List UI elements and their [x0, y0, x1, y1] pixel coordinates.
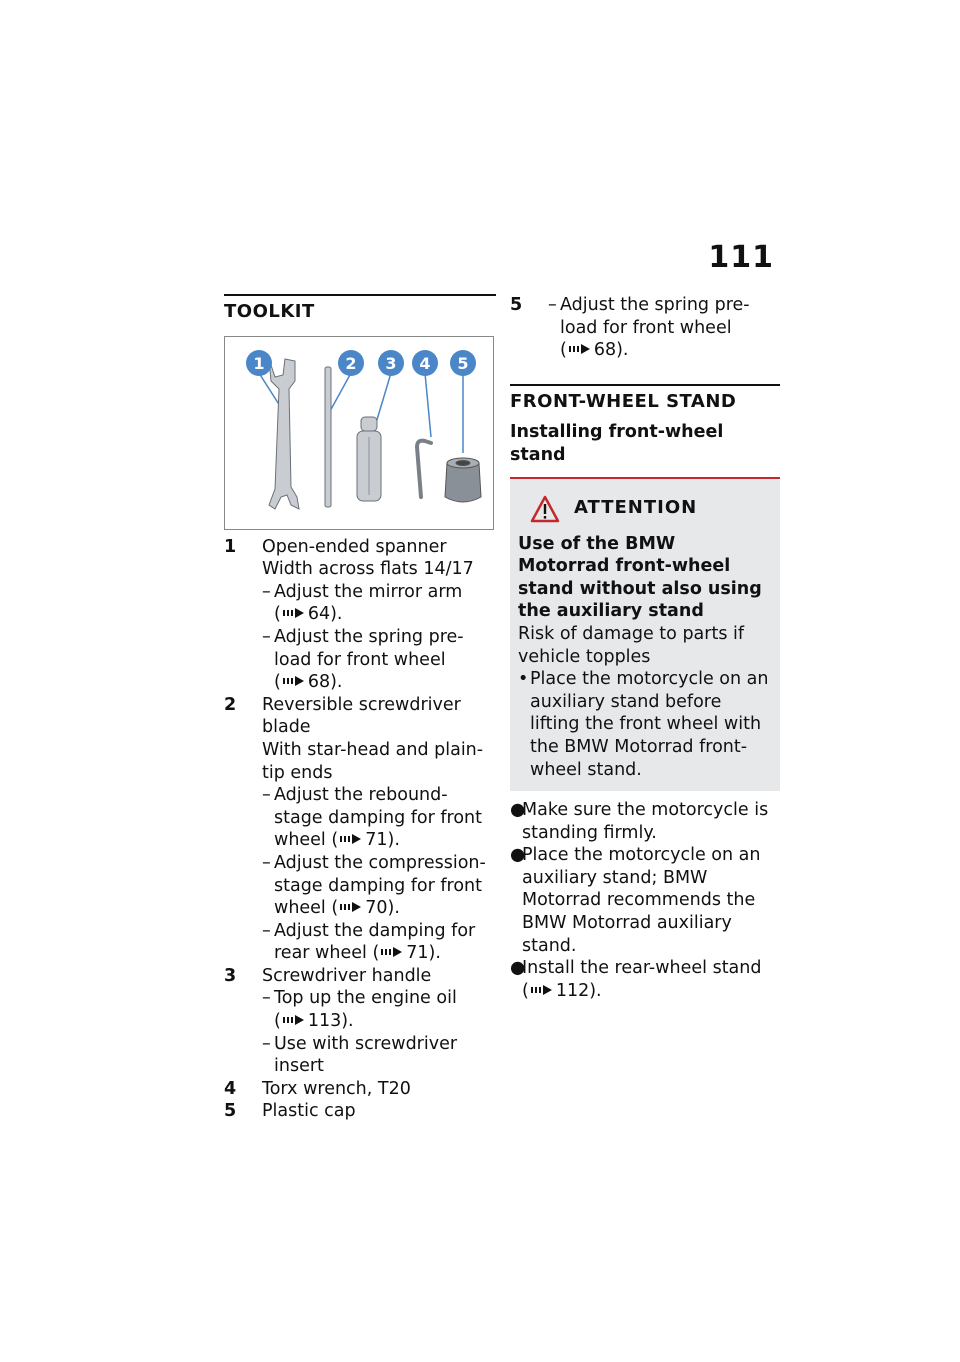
sub-step-text: Adjust the spring pre-load for front wheel [560, 295, 750, 338]
page-reference[interactable]: ( 112). [522, 980, 602, 1001]
item-line: Open-ended spanner [262, 536, 447, 557]
item-number: 5 [510, 295, 523, 315]
callout-2 [338, 350, 364, 376]
reference-arrow-icon [381, 946, 403, 958]
page-reference[interactable]: ( 71). [331, 830, 400, 851]
attention-heading: Use of the BMW Motorrad front-wheel stand without also using the auxiliary stand [518, 533, 762, 622]
page-reference[interactable]: ( 68). [560, 340, 629, 361]
attention-text: Risk of damage to parts if vehicle topples [518, 623, 745, 667]
svg-text:3: 3 [385, 353, 397, 373]
page-reference[interactable]: ( 68). [274, 672, 343, 693]
bullet-dot: ● [510, 958, 526, 979]
instruction-bullet [510, 844, 780, 957]
right-column [510, 294, 780, 1002]
attention-box [510, 477, 780, 792]
svg-text:5: 5 [457, 353, 469, 373]
toolkit-item-5-continued [510, 294, 780, 362]
item-line: With star-head and plain-tip ends [262, 739, 484, 783]
sub-step-text: Use with screwdriver insert [274, 1033, 458, 1077]
sub-step [262, 581, 496, 626]
dash: – [262, 1033, 271, 1054]
callout-5 [450, 350, 476, 376]
svg-text:1: 1 [253, 353, 265, 373]
callout-3 [378, 350, 404, 376]
screwdriver-handle-icon [357, 417, 381, 501]
instruction-bullet [510, 799, 780, 844]
svg-text:2: 2 [345, 353, 357, 373]
item-number: 2 [224, 694, 237, 715]
screwdriver-blade-icon [325, 367, 331, 507]
item-number: 4 [224, 1078, 237, 1099]
page-reference[interactable]: ( 113). [274, 1011, 354, 1032]
reference-arrow-icon [283, 675, 305, 687]
reference-arrow-icon [340, 833, 362, 845]
sub-step-text: Adjust the compression-stage damping for front wheel [274, 852, 486, 919]
reference-arrow-icon [283, 1014, 305, 1026]
reference-arrow-icon [531, 984, 553, 996]
dash: – [548, 295, 557, 315]
attention-bullet [518, 668, 772, 781]
page-reference[interactable]: ( 71). [372, 943, 441, 964]
sub-step-text: Adjust the damping for rear wheel [274, 920, 476, 964]
attention-bullet-text: Place the motorcycle on an auxiliary stand before lifting the front wheel with the BMW Motorrad front-wheel stand. [530, 669, 769, 780]
sub-step-text: Adjust the rebound-stage damping for front wheel [274, 785, 483, 851]
toolkit-item-1 [224, 536, 496, 694]
toolkit-illustration [225, 337, 493, 529]
callout-4 [412, 350, 438, 376]
toolkit-item-3 [224, 965, 496, 1078]
instruction-text: Place the motorcycle on an auxiliary stand; BMW Motorrad recommends the BMW Motorrad auxiliary stand. [522, 845, 761, 956]
dash: – [262, 581, 271, 602]
item-line: Torx wrench, T20 [262, 1078, 411, 1099]
sub-step [262, 920, 496, 965]
dash: – [262, 626, 271, 647]
reference-arrow-icon [569, 343, 591, 355]
sub-step [262, 987, 496, 1032]
section-title-toolkit: TOOLKIT [224, 294, 496, 324]
sub-step-text: Adjust the mirror arm [274, 581, 463, 602]
instruction-text: Install the rear-wheel stand [522, 958, 762, 979]
subheading-installing-front-wheel-stand: Installing front-wheel stand [510, 422, 724, 465]
section-title-front-wheel-stand: FRONT-WHEEL STAND [510, 384, 780, 414]
plastic-cap-icon [445, 458, 481, 502]
item-line: Reversible screwdriver blade [262, 694, 461, 738]
item-number: 5 [224, 1101, 237, 1122]
sub-step-text: Top up the engine oil [274, 988, 457, 1009]
instruction-bullet [510, 957, 780, 1002]
instruction-text: Make sure the motorcycle is standing firmly. [522, 800, 769, 843]
sub-step [262, 784, 496, 852]
spanner-icon [269, 359, 299, 509]
callout-1 [246, 350, 272, 376]
dash: – [262, 785, 271, 806]
toolkit-item-2 [224, 694, 496, 965]
item-number: 1 [224, 536, 237, 557]
sub-step [262, 626, 496, 694]
dash: – [262, 988, 271, 1009]
page-reference[interactable]: ( 70). [331, 898, 400, 919]
item-line: Width across flats 14/17 [262, 559, 474, 580]
toolkit-figure [224, 336, 494, 530]
dash: – [262, 852, 271, 873]
bullet-dot: ● [510, 845, 526, 866]
page-number: 111 [708, 240, 774, 275]
reference-arrow-icon [340, 901, 362, 913]
torx-wrench-icon [417, 440, 431, 496]
sub-step [262, 1033, 496, 1078]
item-line: Plastic cap [262, 1101, 356, 1122]
sub-step-text: Adjust the spring pre-load for front wheel [274, 626, 464, 670]
item-line: Screwdriver handle [262, 965, 432, 986]
sub-step [548, 294, 780, 362]
bullet-dot: • [518, 669, 529, 690]
left-column [224, 294, 496, 1123]
page-reference[interactable]: ( 64). [274, 604, 343, 625]
reference-arrow-icon [283, 607, 305, 619]
warning-triangle-icon [530, 495, 560, 523]
sub-step [262, 852, 496, 920]
dash: – [262, 920, 271, 941]
toolkit-item-4 [224, 1078, 496, 1101]
bullet-dot: ● [510, 800, 526, 821]
toolkit-item-5 [224, 1100, 496, 1123]
item-number: 3 [224, 965, 237, 986]
attention-title: ATTENTION [574, 497, 698, 519]
figure-callouts [246, 350, 476, 376]
svg-text:4: 4 [419, 353, 431, 373]
